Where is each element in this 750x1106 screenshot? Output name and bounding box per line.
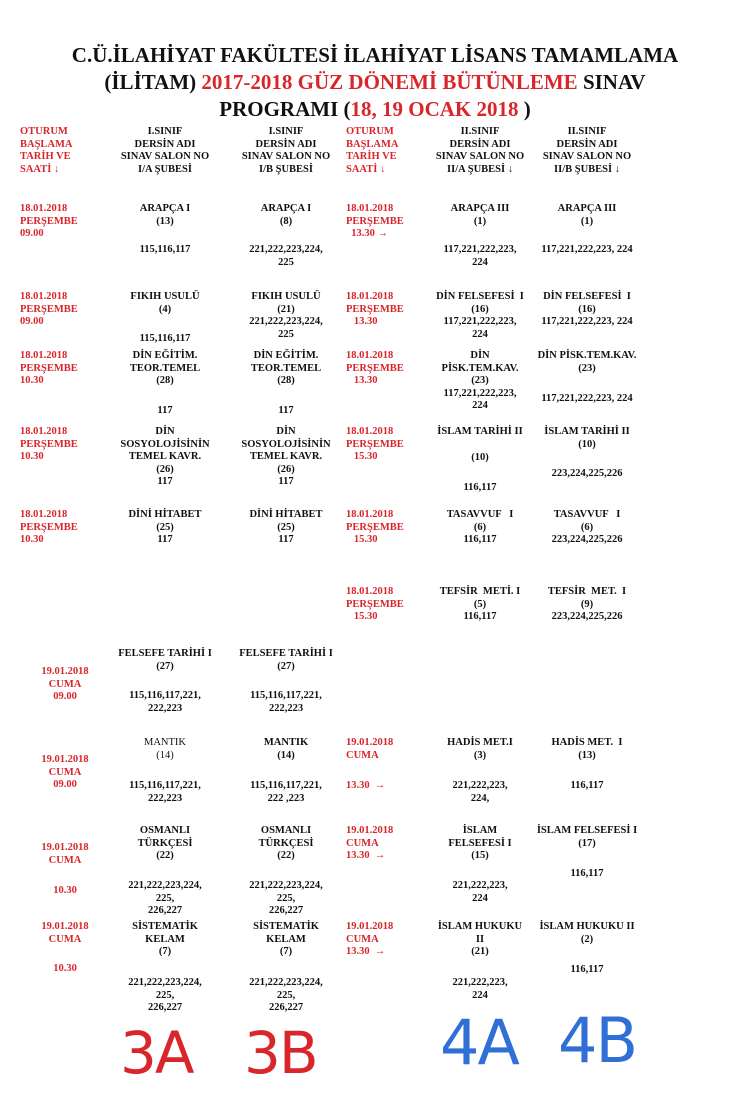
course-name: DİN FELSEFESİ I (16) 117,221,222,223, 224 bbox=[541, 291, 633, 327]
session-time bbox=[346, 203, 404, 241]
exam-cell bbox=[105, 825, 225, 863]
session-time bbox=[346, 921, 393, 959]
exam-cell bbox=[105, 291, 225, 316]
session-time bbox=[20, 426, 78, 464]
room-numbers: 221,222,223,224, 225 bbox=[249, 244, 323, 268]
exam-room bbox=[226, 977, 346, 1015]
exam-cell bbox=[425, 350, 535, 413]
session-time-text: 18.01.2018 PERŞEMBE 13.30 bbox=[346, 291, 404, 327]
exam-cell bbox=[105, 350, 225, 388]
room-numbers: 115,116,117,221, 222,223 bbox=[250, 690, 322, 714]
session-time-text: 18.01.2018 PERŞEMBE 15.30 bbox=[346, 426, 404, 462]
exam-cell bbox=[226, 825, 346, 863]
session-time-text: 19.01.2018 CUMA 09.00 bbox=[41, 666, 89, 702]
title-line-1: C.Ü.İLAHİYAT FAKÜLTESİ İLAHİYAT LİSANS TAMAMLAMA bbox=[71, 43, 679, 67]
header-text: I.SINIF DERSİN ADI SINAV SALON NO I/A ŞUBESİ bbox=[120, 126, 210, 175]
session-time bbox=[20, 666, 110, 704]
exam-room bbox=[226, 405, 346, 418]
handwritten-label-3a: 3A bbox=[120, 1019, 193, 1087]
room-numbers: 116,117 bbox=[570, 964, 604, 975]
exam-room bbox=[425, 244, 535, 269]
exam-cell bbox=[532, 509, 642, 547]
course-name: İSLAM FELSEFESİ I (15) bbox=[448, 825, 512, 861]
course-name: TEFSİR METİ. I (5) 116,117 bbox=[439, 586, 521, 622]
exam-cell bbox=[226, 648, 346, 673]
room-numbers: 115,116,117 bbox=[139, 333, 191, 344]
title-part: (İLİTAM) bbox=[104, 70, 202, 94]
session-time bbox=[346, 737, 393, 762]
session-time-text: 18.01.2018 PERŞEMBE 15.30 bbox=[346, 586, 404, 622]
exam-cell bbox=[532, 586, 642, 624]
exam-count bbox=[425, 452, 535, 465]
room-numbers: 221,222,223,224, 225, 226,227 bbox=[128, 880, 202, 916]
exam-cell bbox=[226, 426, 346, 489]
session-time bbox=[20, 754, 110, 792]
course-name: FELSEFE TARİHİ I (27) bbox=[239, 648, 333, 672]
session-time bbox=[346, 509, 404, 547]
course-name: TASAVVUF I (6) 116,117 bbox=[446, 509, 514, 545]
session-time bbox=[20, 203, 78, 241]
exam-room bbox=[105, 244, 225, 257]
course-name: DİN FELSEFESİ I (16) 117,221,222,223, 224 bbox=[436, 291, 524, 340]
title-part: PROGRAMI ( bbox=[219, 97, 351, 121]
session-hour-text: 10.30 bbox=[53, 885, 77, 896]
session-time-text: 18.01.2018 PERŞEMBE 13.30 bbox=[346, 350, 404, 386]
room-numbers: 115,116,117,221, 222,223 bbox=[129, 780, 201, 804]
course-name: TEFSİR MET. I (9) 223,224,225,226 bbox=[547, 586, 627, 622]
exam-cell bbox=[532, 921, 642, 946]
course-name: İSLAM HUKUKU II (2) bbox=[539, 921, 635, 945]
session-time bbox=[20, 885, 110, 898]
room-numbers: 117,221,222,223, 224 bbox=[541, 244, 633, 255]
session-time bbox=[346, 825, 393, 863]
session-time-text: 19.01.2018 CUMA 13.30 → bbox=[346, 921, 394, 957]
room-numbers: 115,116,117,221, 222 ,223 bbox=[250, 780, 322, 804]
handwritten-label-3b: 3B bbox=[244, 1019, 317, 1087]
exam-cell bbox=[425, 203, 535, 228]
exam-cell bbox=[105, 648, 225, 673]
room-numbers: 115,116,117,221, 222,223 bbox=[129, 690, 201, 714]
header-text: II.SINIF DERSİN ADI SINAV SALON NO II/B ŞUBESİ ↓ bbox=[542, 126, 632, 175]
title-term: 2017-2018 GÜZ DÖNEMİ BÜTÜNLEME bbox=[201, 70, 578, 94]
exam-cell bbox=[425, 509, 535, 547]
room-numbers: 115,116,117 bbox=[139, 244, 191, 255]
header-sinif-1b bbox=[226, 126, 346, 176]
session-time bbox=[346, 350, 404, 388]
header-sinif-1a bbox=[105, 126, 225, 176]
exam-cell bbox=[105, 203, 225, 228]
exam-room bbox=[532, 868, 642, 881]
exam-room bbox=[226, 690, 346, 715]
exam-cell bbox=[226, 203, 346, 228]
exam-room bbox=[226, 244, 346, 269]
exam-room bbox=[105, 405, 225, 418]
exam-room bbox=[105, 690, 225, 715]
room-numbers: 116,117 bbox=[570, 868, 604, 879]
exam-cell bbox=[425, 426, 535, 439]
exam-cell bbox=[226, 509, 346, 547]
session-time-text: 18.01.2018 PERŞEMBE 09.00 bbox=[20, 203, 78, 239]
header-text: I.SINIF DERSİN ADI SINAV SALON NO I/B ŞUBESİ bbox=[241, 126, 331, 175]
exam-room bbox=[532, 780, 642, 793]
course-name: OSMANLI TÜRKÇESİ (22) bbox=[137, 825, 193, 861]
session-time bbox=[346, 586, 404, 624]
exam-room bbox=[425, 780, 535, 805]
session-time-text: 18.01.2018 PERŞEMBE 15.30 bbox=[346, 509, 404, 545]
title-line-2 bbox=[0, 69, 750, 96]
course-name: ARAPÇA III (1) bbox=[557, 203, 617, 227]
room-numbers: 221,222,223, 224, bbox=[452, 780, 508, 804]
course-name: ARAPÇA III (1) bbox=[450, 203, 510, 227]
course-name: HADİS MET.I (3) bbox=[447, 737, 513, 761]
course-name: FIKIH USULÜ (21) 221,222,223,224, 225 bbox=[249, 291, 323, 340]
room-numbers: 116,117 bbox=[570, 780, 604, 791]
room-numbers: 221,222,223, 224 bbox=[452, 977, 508, 1001]
course-name: SİSTEMATİK KELAM (7) bbox=[132, 921, 198, 957]
room-numbers: 221,222,223, 224 bbox=[452, 880, 508, 904]
course-name: ARAPÇA I (8) bbox=[260, 203, 312, 227]
header-text: OTURUM BAŞLAMA TARİH VE SAATİ ↓ bbox=[346, 126, 399, 175]
course-name: DİN SOSYOLOJİSİNİN TEMEL KAVR. (26) 117 bbox=[241, 426, 331, 487]
course-name: DİN PİSK.TEM.KAV. (23) 117,221,222,223, 224 bbox=[441, 350, 519, 411]
session-time-text: 19.01.2018 CUMA 13.30 → bbox=[346, 825, 394, 861]
course-name: FELSEFE TARİHİ I (27) bbox=[118, 648, 212, 672]
exam-cell bbox=[532, 426, 642, 451]
course-name: MANTIK (14) bbox=[263, 737, 309, 761]
session-hour-text: 13.30 → bbox=[346, 780, 386, 791]
exam-room bbox=[532, 244, 642, 257]
session-time bbox=[346, 426, 404, 464]
course-name: İSLAM TARİHİ II bbox=[437, 426, 523, 437]
room-numbers: 221,222,223,224, 225, 226,227 bbox=[128, 977, 202, 1013]
course-name: MANTIK (14) bbox=[144, 737, 186, 761]
exam-cell bbox=[425, 291, 535, 341]
title-part: SINAV bbox=[577, 70, 646, 94]
header-oturum-left bbox=[20, 126, 110, 176]
course-name: DİNİ HİTABET (25) 117 bbox=[249, 509, 323, 545]
title-line-3 bbox=[0, 96, 750, 123]
header-oturum-right bbox=[346, 126, 426, 176]
exam-cell bbox=[425, 825, 535, 863]
session-time-text: 19.01.2018 CUMA 09.00 bbox=[41, 754, 89, 790]
exam-cell bbox=[105, 921, 225, 959]
handwritten-label-4b: 4B bbox=[558, 1004, 636, 1077]
exam-cell bbox=[105, 509, 225, 547]
course-name: HADİS MET. I (13) bbox=[551, 737, 623, 761]
session-time bbox=[346, 291, 404, 329]
exam-room bbox=[105, 977, 225, 1015]
room-numbers: 117,221,222,223, 224 bbox=[443, 244, 517, 268]
exam-room bbox=[425, 482, 535, 495]
course-name: FIKIH USULÜ (4) bbox=[130, 291, 200, 315]
room-numbers: 117 bbox=[157, 405, 173, 416]
course-name: ARAPÇA I (13) bbox=[139, 203, 191, 227]
header-text: OTURUM BAŞLAMA TARİH VE SAATİ ↓ bbox=[20, 126, 73, 175]
session-time bbox=[20, 291, 78, 329]
course-name: İSLAM TARİHİ II (10) bbox=[544, 426, 630, 450]
header-text: II.SINIF DERSİN ADI SINAV SALON NO II/A ŞUBESİ ↓ bbox=[435, 126, 525, 175]
exam-cell bbox=[226, 291, 346, 341]
header-sinif-2a bbox=[425, 126, 535, 176]
course-name: SİSTEMATİK KELAM (7) bbox=[253, 921, 319, 957]
exam-cell bbox=[532, 737, 642, 762]
course-name: DİN EĞİTİM. TEOR.TEMEL (28) bbox=[129, 350, 201, 386]
room-numbers: 117,221,222,223, 224 bbox=[541, 393, 633, 404]
exam-cell bbox=[532, 203, 642, 228]
exam-cell bbox=[425, 586, 535, 624]
handwritten-label-4a: 4A bbox=[440, 1006, 518, 1079]
session-time-text: 18.01.2018 PERŞEMBE 10.30 bbox=[20, 509, 78, 545]
exam-cell bbox=[532, 291, 642, 329]
session-time-text: 18.01.2018 PERŞEMBE 13.30 → bbox=[346, 203, 404, 239]
course-name: DİN SOSYOLOJİSİNİN TEMEL KAVR. (26) 117 bbox=[120, 426, 210, 487]
exam-cell bbox=[226, 350, 346, 388]
student-count: (10) bbox=[471, 452, 489, 463]
course-name: TASAVVUF I (6) 223,224,225,226 bbox=[551, 509, 623, 545]
exam-room bbox=[226, 880, 346, 918]
exam-cell bbox=[226, 737, 346, 762]
exam-room bbox=[105, 333, 225, 346]
session-time bbox=[20, 921, 110, 946]
session-date-text: 19.01.2018 CUMA bbox=[41, 842, 89, 866]
exam-room bbox=[105, 780, 225, 805]
session-time bbox=[346, 780, 385, 793]
exam-cell bbox=[105, 737, 225, 762]
course-name: DİN EĞİTİM. TEOR.TEMEL (28) bbox=[250, 350, 322, 386]
exam-cell bbox=[105, 426, 225, 489]
header-sinif-2b bbox=[532, 126, 642, 176]
session-time bbox=[20, 350, 78, 388]
course-name: OSMANLI TÜRKÇESİ (22) bbox=[258, 825, 314, 861]
room-numbers: 221,222,223,224, 225, 226,227 bbox=[249, 977, 323, 1013]
exam-cell bbox=[226, 921, 346, 959]
session-time-text: 18.01.2018 PERŞEMBE 10.30 bbox=[20, 350, 78, 386]
session-time bbox=[20, 842, 110, 867]
title-part: ) bbox=[518, 97, 531, 121]
exam-room bbox=[105, 880, 225, 918]
exam-cell bbox=[532, 825, 642, 850]
document-title bbox=[0, 42, 750, 123]
exam-room bbox=[226, 780, 346, 805]
title-dates: 18, 19 OCAK 2018 bbox=[350, 97, 519, 121]
exam-room bbox=[425, 977, 535, 1002]
session-date-text: 19.01.2018 CUMA bbox=[41, 921, 89, 945]
room-numbers: 117 bbox=[278, 405, 294, 416]
exam-cell bbox=[425, 737, 535, 762]
course-name: DİN PİSK.TEM.KAV. (23) bbox=[537, 350, 637, 374]
room-numbers: 223,224,225,226 bbox=[551, 468, 623, 479]
course-name: DİNİ HİTABET (25) 117 bbox=[128, 509, 202, 545]
course-name: İSLAM HUKUKU II (21) bbox=[437, 921, 523, 957]
session-time bbox=[20, 509, 78, 547]
exam-room bbox=[532, 468, 642, 481]
session-hour-text: 10.30 bbox=[53, 963, 77, 974]
exam-room bbox=[532, 964, 642, 977]
course-name: İSLAM FELSEFESİ I (17) bbox=[536, 825, 638, 849]
session-time-text: 18.01.2018 PERŞEMBE 10.30 bbox=[20, 426, 78, 462]
room-numbers: 116,117 bbox=[463, 482, 497, 493]
session-date-text: 19.01.2018 CUMA bbox=[346, 737, 394, 761]
session-time bbox=[20, 963, 110, 976]
room-numbers: 221,222,223,224, 225, 226,227 bbox=[249, 880, 323, 916]
session-time-text: 18.01.2018 PERŞEMBE 09.00 bbox=[20, 291, 78, 327]
exam-room bbox=[425, 880, 535, 905]
exam-room bbox=[532, 393, 642, 406]
exam-cell bbox=[425, 921, 535, 959]
exam-cell bbox=[532, 350, 642, 375]
